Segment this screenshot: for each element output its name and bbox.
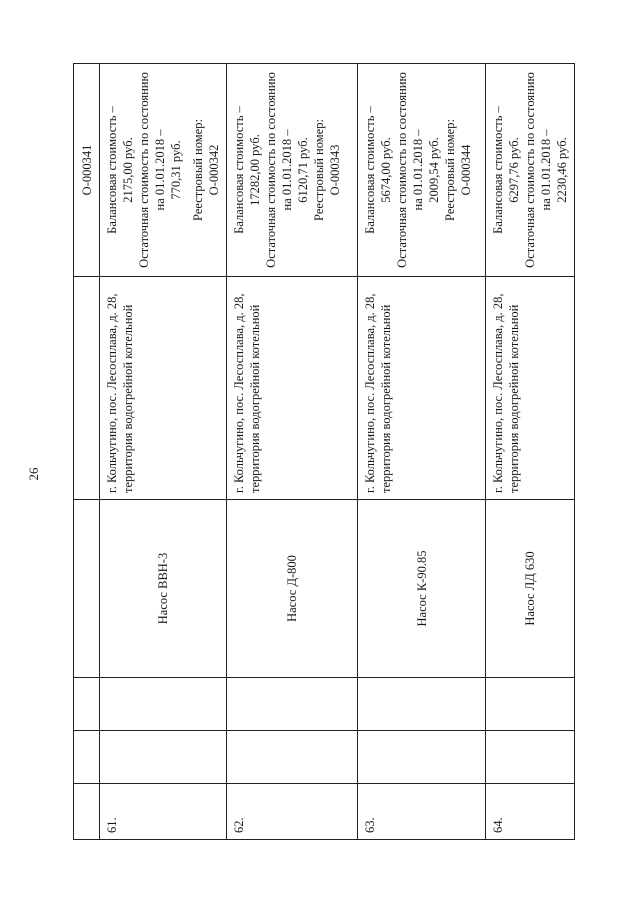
property-table <box>73 63 575 840</box>
table-row <box>358 64 486 840</box>
item-name: Насос ЛД 630 <box>486 500 575 678</box>
item-name: Насос К-90.85 <box>358 500 486 678</box>
row-number: 64. <box>486 784 575 840</box>
item-address: г. Кольчугино, пос. Лесосплава, д. 28, территория водогрейной котельной <box>227 277 358 500</box>
row-number: 62. <box>227 784 358 840</box>
item-name: Насос Д-800 <box>227 500 358 678</box>
table-row <box>486 64 575 840</box>
item-address: г. Кольчугино, пос. Лесосплава, д. 28, территория водогрейной котельной <box>100 277 227 500</box>
table-row <box>100 64 227 840</box>
table-row-continuation <box>74 64 100 840</box>
item-value: Балансовая стоимость – 17282,00 руб. Остаточная стоимость по состоянию на 01.01.2018 – 6120,71 руб. Реестровый номер: О-000343 <box>227 64 358 277</box>
registry-number-cell: О-000341 <box>74 64 100 277</box>
item-address: г. Кольчугино, пос. Лесосплава, д. 28, территория водогрейной котельной <box>486 277 575 500</box>
rotated-table-wrapper <box>73 64 569 840</box>
item-value: Балансовая стоимость – 2175,00 руб. Остаточная стоимость по состоянию на 01.01.2018 – 770,31 руб. Реестровый номер: О-000342 <box>100 64 227 277</box>
row-number: 63. <box>358 784 486 840</box>
row-number: 61. <box>100 784 227 840</box>
table-row <box>227 64 358 840</box>
item-address: г. Кольчугино, пос. Лесосплава, д. 28, территория водогрейной котельной <box>358 277 486 500</box>
item-value: Балансовая стоимость – 6297,76 руб. Остаточная стоимость по состоянию на 01.01.2018 – 2230,46 руб. <box>486 64 575 277</box>
item-name: Насос ВВН-3 <box>100 500 227 678</box>
item-value: Балансовая стоимость – 5674,00 руб. Остаточная стоимость по состоянию на 01.01.2018 – 2009,54 руб. Реестровый номер: О-000344 <box>358 64 486 277</box>
page-number: 26 <box>26 467 41 481</box>
